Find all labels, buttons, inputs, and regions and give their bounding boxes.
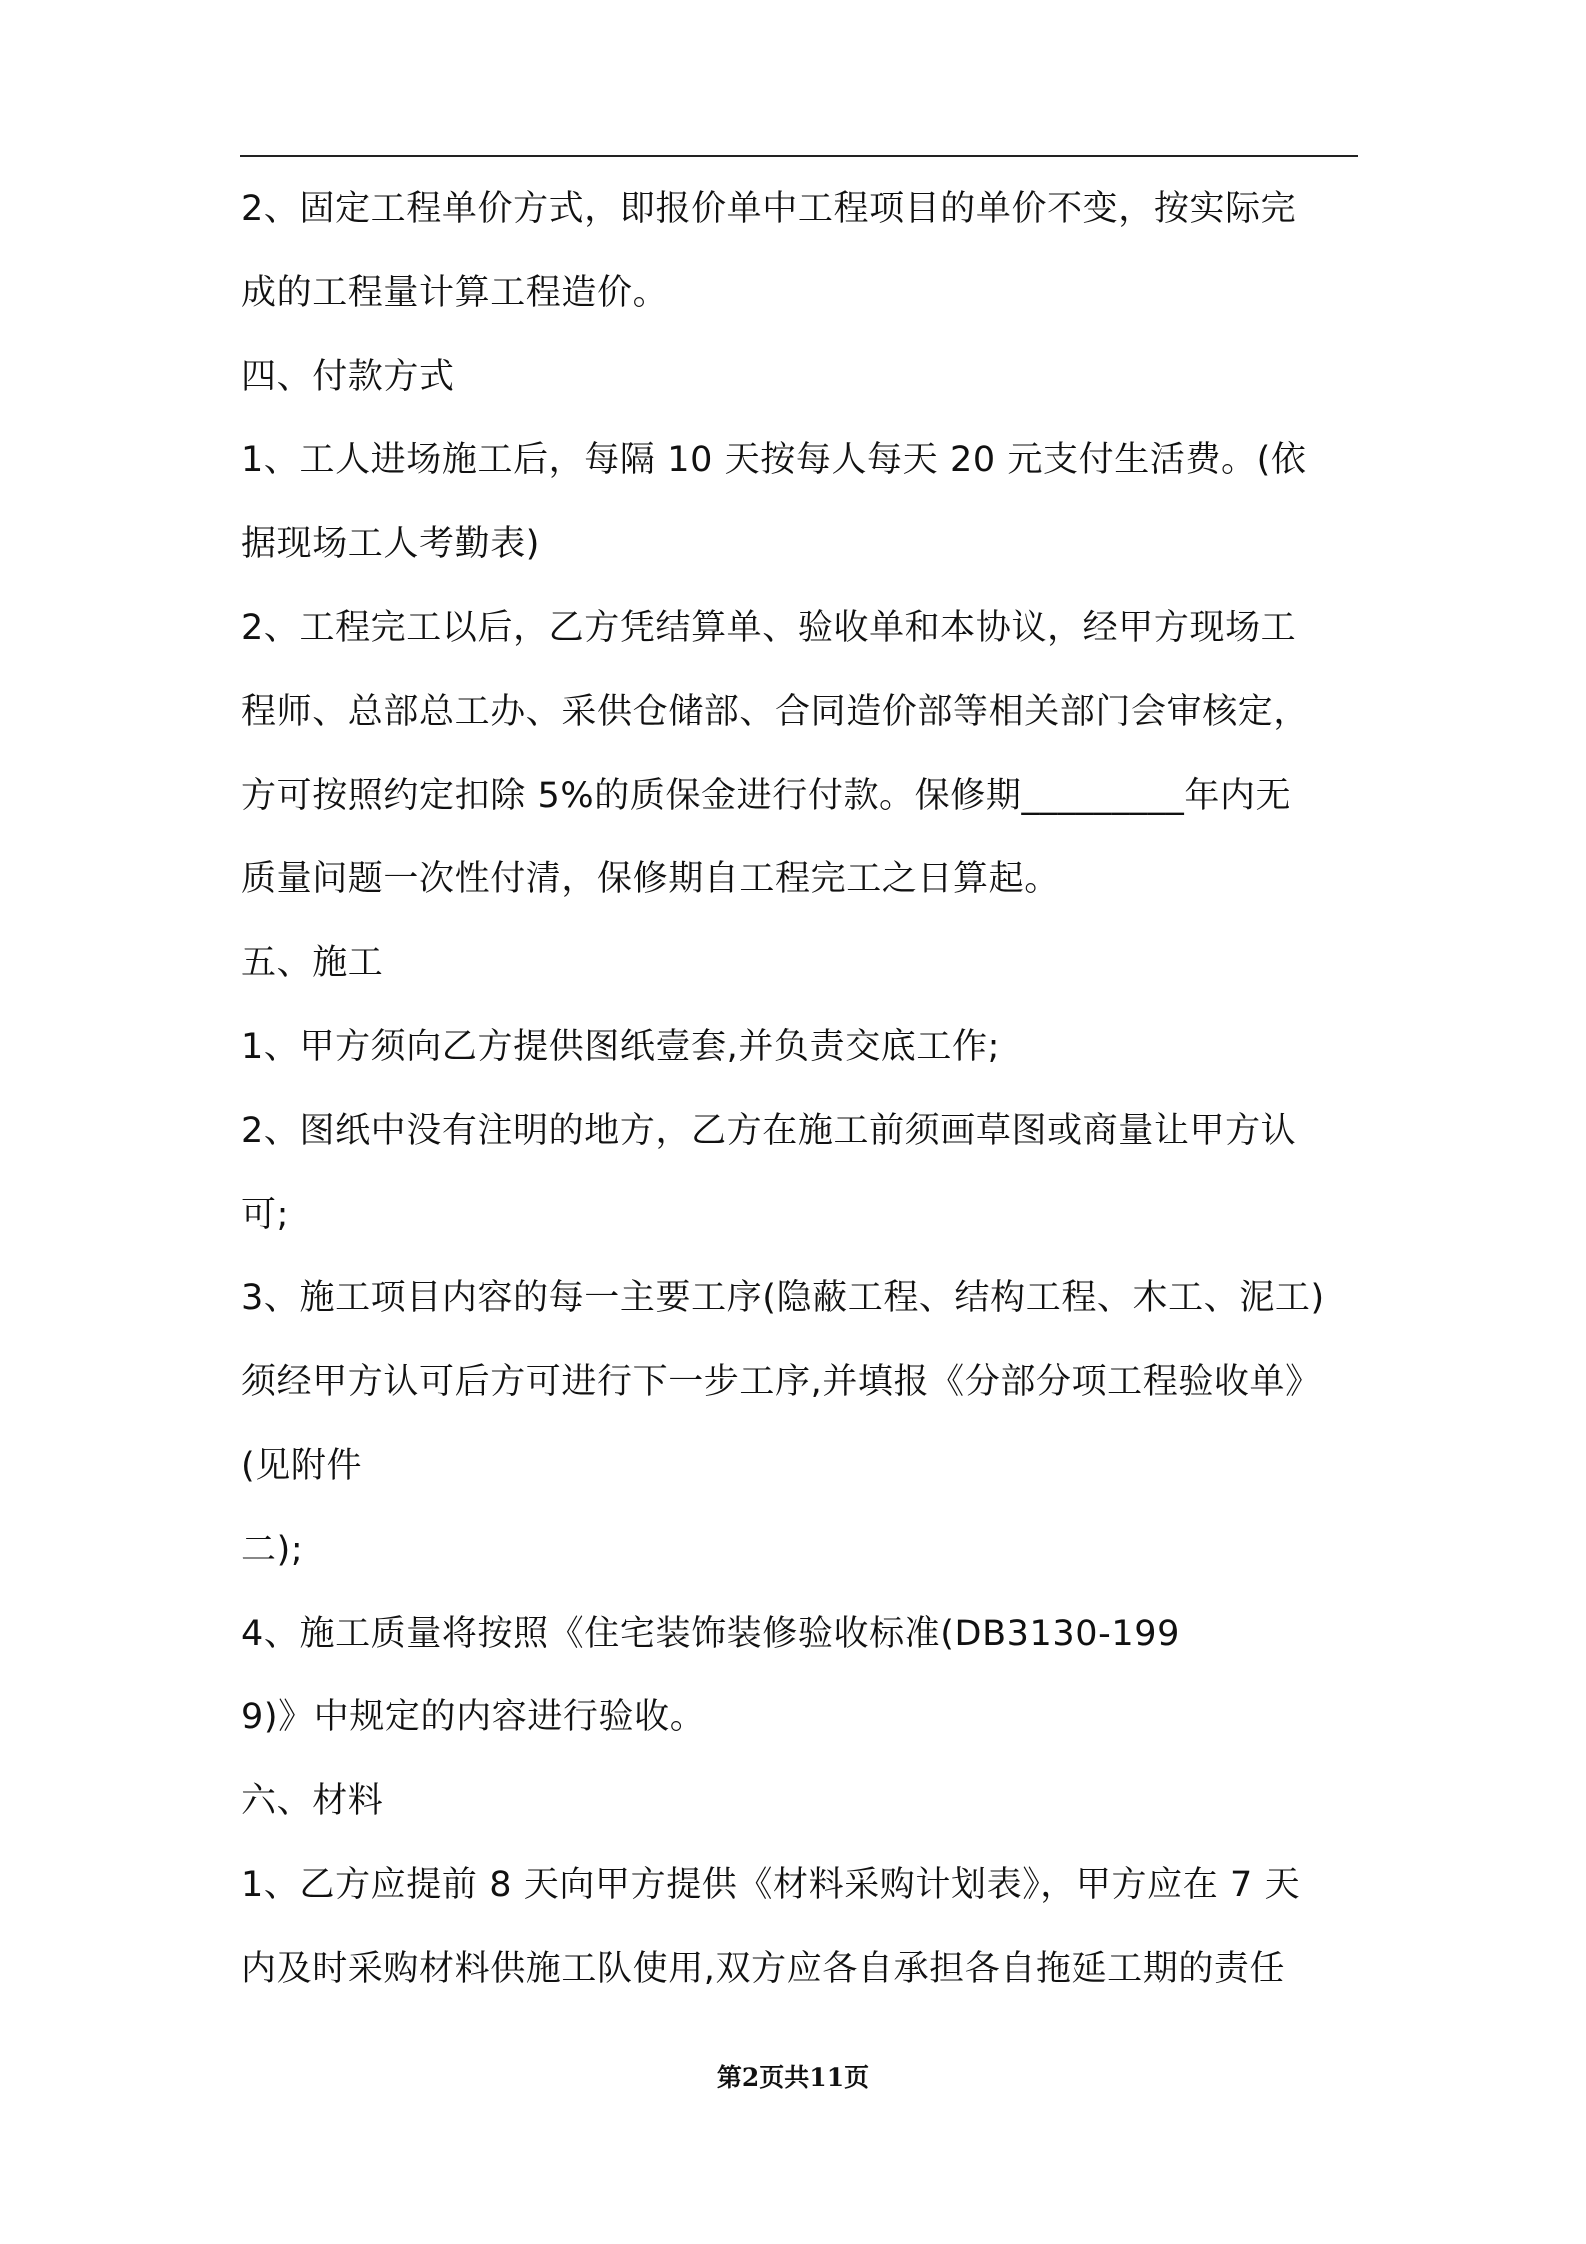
text-line: 2、图纸中没有注明的地方，乙方在施工前须画草图或商量让甲方认 bbox=[241, 1110, 1297, 1151]
section-heading: 六、材料 bbox=[241, 1781, 384, 1822]
text-line: 2、工程完工以后，乙方凭结算单、验收单和本协议，经甲方现场工 bbox=[241, 607, 1297, 648]
page-number-footer: 第2页共11页 bbox=[716, 2063, 870, 2092]
text-line: 4、施工质量将按照《住宅装饰装修验收标准(DB3130-199 bbox=[241, 1613, 1180, 1654]
text-line: 须经甲方认可后方可进行下一步工序,并填报《分部分项工程验收单》 bbox=[241, 1362, 1321, 1403]
text-line: 1、甲方须向乙方提供图纸壹套,并负责交底工作; bbox=[241, 1026, 1000, 1067]
header-rule bbox=[240, 155, 1358, 157]
text-line: 可; bbox=[241, 1194, 289, 1235]
text-line: 据现场工人考勤表) bbox=[241, 524, 541, 565]
text-line: 1、工人进场施工后，每隔 10 天按每人每天 20 元支付生活费。(依 bbox=[241, 440, 1307, 481]
section-heading: 四、付款方式 bbox=[241, 356, 455, 397]
text-line: 2、固定工程单价方式，即报价单中工程项目的单价不变，按实际完 bbox=[241, 189, 1297, 229]
text-line: 9)》中规定的内容进行验收。 bbox=[241, 1697, 706, 1738]
text-line: 质量问题一次性付清，保修期自工程完工之日算起。 bbox=[241, 859, 1060, 900]
text-line: 3、施工项目内容的每一主要工序(隐蔽工程、结构工程、木工、泥工) bbox=[241, 1278, 1325, 1319]
document-body bbox=[241, 188, 1361, 2032]
text-line: (见附件 bbox=[241, 1445, 363, 1486]
text-line: 成的工程量计算工程造价。 bbox=[241, 272, 669, 313]
text-line: 二); bbox=[241, 1529, 304, 1570]
text-line: 程师、总部总工办、采供仓储部、合同造价部等相关部门会审核定， bbox=[241, 691, 1310, 732]
text-line: 内及时采购材料供施工队使用,双方应各自承担各自拖延工期的责任 bbox=[241, 1948, 1286, 1989]
text-line: 1、乙方应提前 8 天向甲方提供《材料采购计划表》，甲方应在 7 天 bbox=[241, 1864, 1301, 1905]
text-line: 方可按照约定扣除 5%的质保金进行付款。保修期_________年内无 bbox=[241, 775, 1292, 816]
section-heading: 五、施工 bbox=[241, 943, 384, 984]
